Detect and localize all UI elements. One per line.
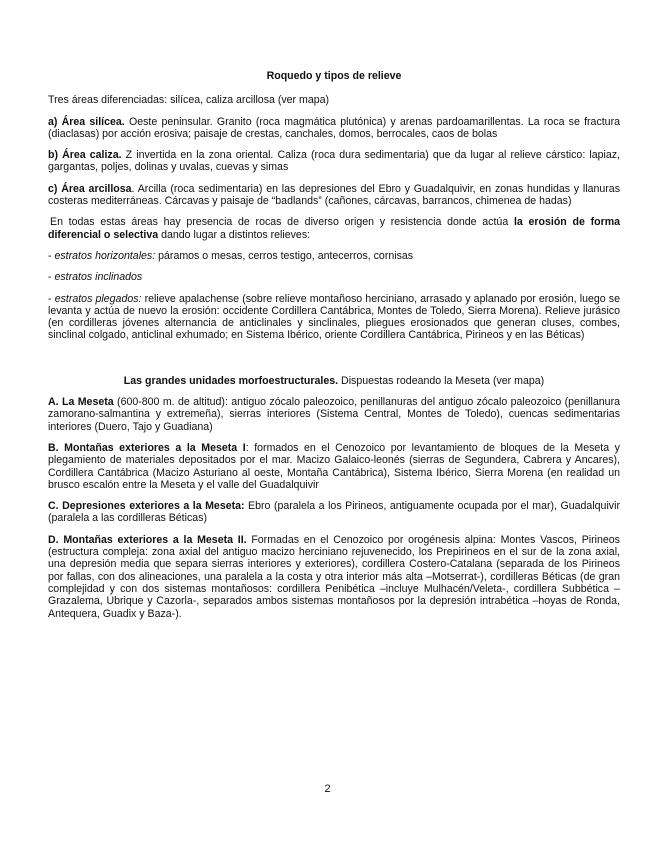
unidad-a-label: A. La Meseta: [48, 396, 114, 409]
unidad-d-text: Formadas en el Cenozoico por orogénesis alpina: Montes Vascos, Pirineos (estructura compleja: zona axial del antiguo macizo herciniano rejuvenecido, los Prepirineos en el sur de la zona axial, una depresión media que separa sierras interiores y exteriores), cordillera Costero-Catalana (separada de los Pirineos por fallas, con dos alineaciones, una paralela a la costa y otra interior más alta –Motserrat-), cordilleras Béticas (de gran complejidad y con dos sistemas montañosos: cordillera Penibética –incluye Mulhacén/Veleta-, cordillera Subbética –Grazalema, Ubrique y Cazorla-, separados ambos sistemas montañosos por la depresión intrabética –hoyas de Ronda, Antequera, Guadix y Baza-).: [48, 533, 620, 620]
area-arcillosa-paragraph: [48, 183, 620, 208]
area-caliza-text: Z invertida en la zona oriental. Caliza (roca dura sedimentaria) que da lugar al relieve cárstico: lapiaz, gargantas, poljes, dolinas y uvalas, cuevas y simas: [48, 149, 620, 174]
section-title-roquedo: Roquedo y tipos de relieve: [266, 70, 402, 82]
unidades-title-rest: Dispuestas rodeando la Meseta (ver mapa): [338, 374, 545, 387]
area-caliza-paragraph: [48, 149, 620, 174]
document-page: [48, 70, 620, 629]
unidad-c-label: C. Depresiones exteriores a la Meseta:: [48, 500, 245, 513]
estratos-plegados-label: estratos plegados:: [54, 292, 142, 305]
page-number: 2: [324, 783, 331, 795]
unidad-d-label: D. Montañas exteriores a la Meseta II.: [48, 533, 247, 546]
unidad-d-paragraph: [48, 534, 620, 620]
unidad-c-text: Ebro (paralela a los Pirineos, antiguamente ocupada por el mar), Guadalquivir (paralela a las cordilleras Béticas): [48, 500, 620, 525]
unidad-b-text: : formados en el Cenozoico por levantamiento de bloques de la Meseta y plegamiento de materiales depositados por el mar. Macizo Galaico-leonés (sierras de Segundera, Cabrera y Ancares), Cordillera Cantábrica (Macizo Asturiano al oeste, Montaña Cantábrica), Sistema Ibérico, Sierra Morena (en realidad un brusco escalón entre la Meseta y el valle del Guadalquivir: [48, 441, 620, 491]
area-caliza-label: b) Área caliza.: [48, 149, 122, 162]
unidad-c-paragraph: [48, 500, 620, 525]
unidad-a-paragraph: [48, 396, 620, 433]
dash: -: [48, 292, 55, 305]
unidad-b-paragraph: [48, 442, 620, 491]
estratos-inclinados-label: estratos inclinados: [54, 271, 143, 284]
estratos-plegados-item: [48, 293, 620, 342]
unidad-a-text: (600-800 m. de altitud): antiguo zócalo paleozoico, penillanuras del antiguo zócalo paleozoico (penillanura zamorano-salmantina y extremeña), sierras interiores (Sistema Central, Montes de Toledo), cuencas sedimentarias interiores (Duero, Tajo y Guadiana): [48, 396, 620, 433]
dash: -: [48, 271, 55, 284]
dash: -: [48, 249, 55, 262]
estratos-horizontales-item: [48, 250, 620, 262]
erosion-bold-text: la erosión de forma diferencial o selectiva: [48, 216, 620, 241]
estratos-inclinados-item: [48, 271, 620, 283]
area-silicea-paragraph: [48, 116, 620, 141]
area-silicea-label: a) Área silícea.: [48, 115, 125, 128]
erosion-paragraph: [48, 216, 620, 241]
estratos-plegados-text: relieve apalachense (sobre relieve montañoso herciniano, arrasado y aplanado por erosión, luego se levanta y actúa de nuevo la erosión: occidente Cordillera Cantábrica, Montes de Toledo, Sierra Morena). Relieve jurásico (en cordilleras jóvenes alternancia de anticlinales y sinclinales, pliegues erosionados que generan cluses, combes, sinclinal colgado, anticlinal exhumado; en Sistema Ibérico, oriente Cordillera Cantábrica, Pirineos y en las Béticas): [48, 292, 620, 342]
erosion-post-text: dando lugar a distintos relieves:: [158, 228, 311, 241]
section-title-unidades: [48, 375, 620, 387]
estratos-horizontales-text: páramos o mesas, cerros testigo, antecerros, cornisas: [155, 249, 414, 262]
erosion-pre-text: En todas estas áreas hay presencia de rocas de diverso origen y resistencia donde actúa: [50, 216, 514, 229]
estratos-horizontales-label: estratos horizontales:: [54, 249, 156, 262]
intro-paragraph: Tres áreas diferenciadas: silícea, caliza arcillosa (ver mapa): [48, 94, 330, 107]
area-silicea-text: Oeste peninsular. Granito (roca magmática plutónica) y arenas pardoamarillentas. La roca se fractura (diaclasas) por acción erosiva; paisaje de crestas, canchales, domos, berrocales, caos de bolas: [48, 115, 620, 140]
area-arcillosa-label: c) Área arcillosa: [48, 182, 132, 195]
area-arcillosa-text: . Arcilla (roca sedimentaria) en las depresiones del Ebro y Guadalquivir, en zonas hundidas y llanuras costeras mediterráneas. Cárcavas y paisaje de “badlands” (cañones, cárcavas, barrancos, chimenea de hadas): [48, 182, 620, 208]
unidades-title-bold: Las grandes unidades morfoestructurales.: [123, 374, 339, 387]
unidad-b-label: B. Montañas exteriores a la Meseta I: [48, 441, 246, 454]
